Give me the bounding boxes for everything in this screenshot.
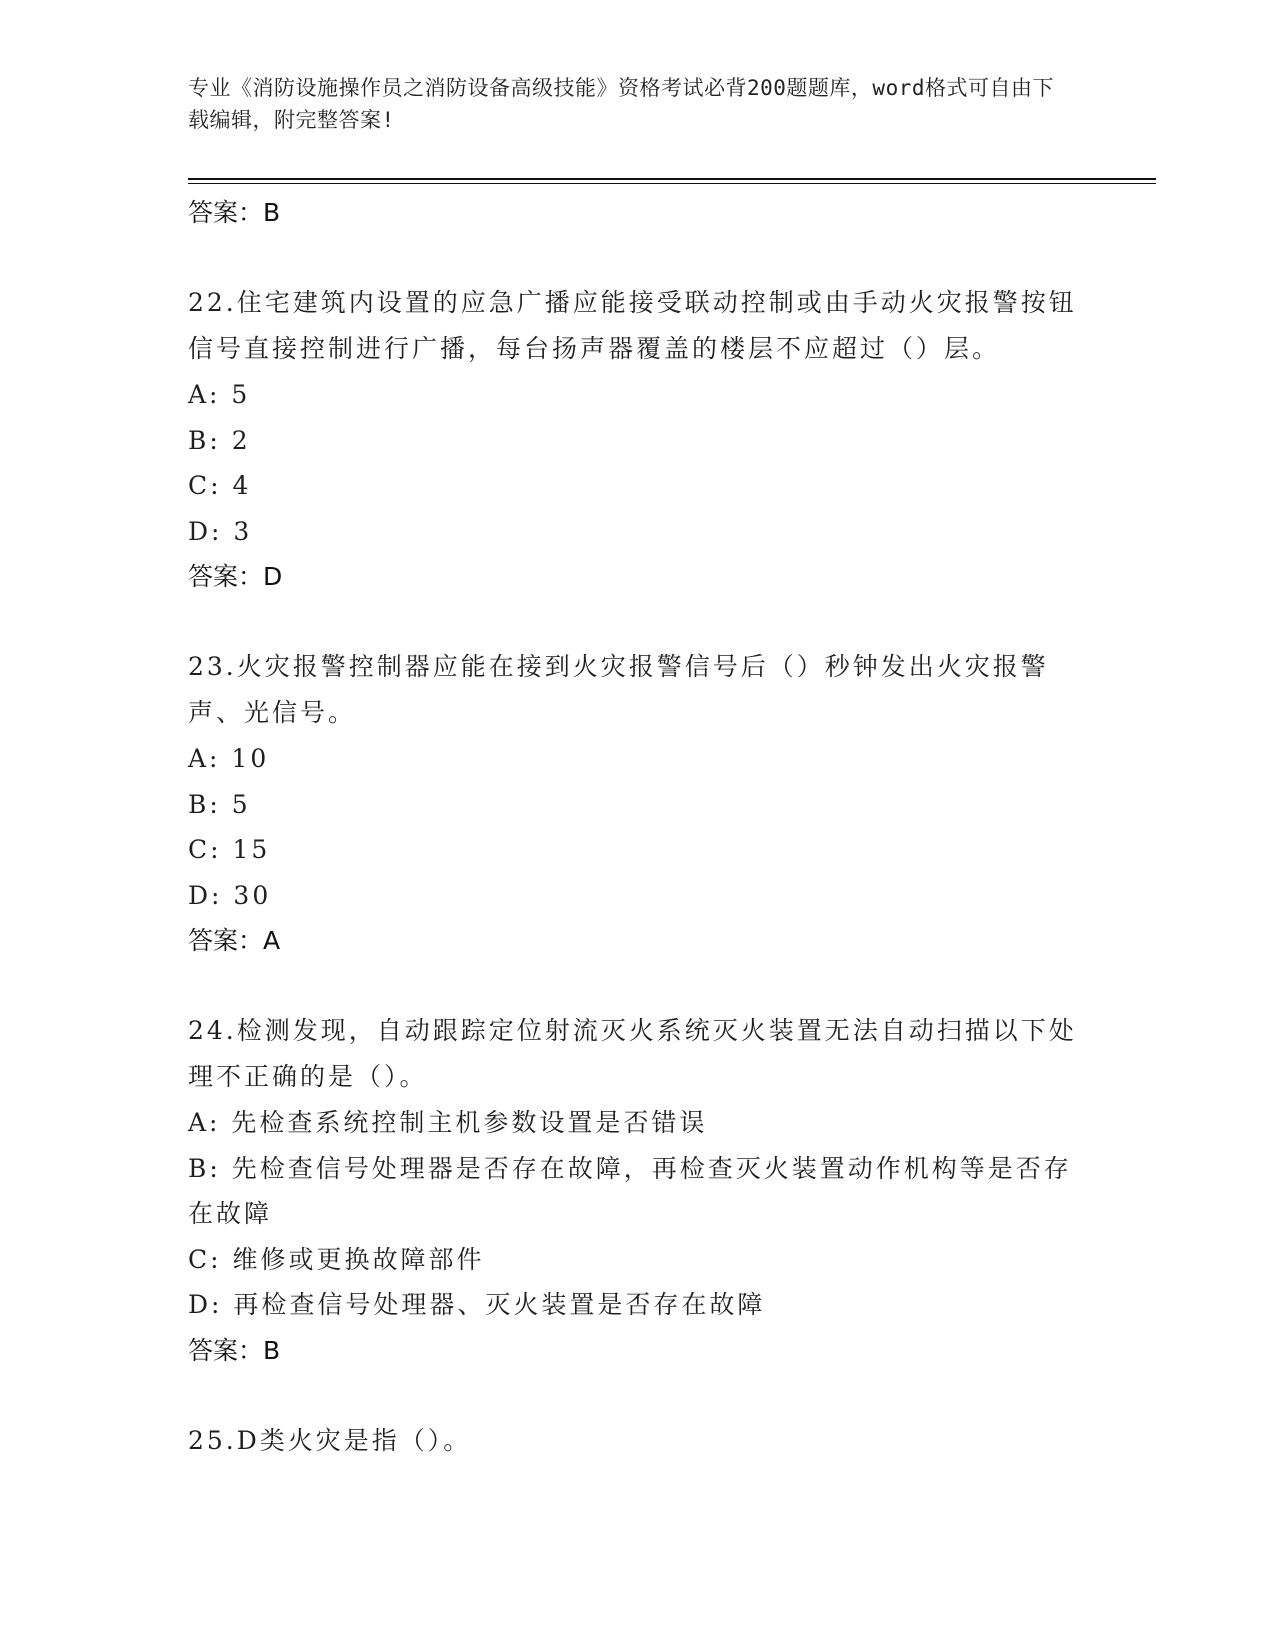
option-b: B: 5: [188, 789, 251, 819]
question-23: [188, 644, 1088, 964]
header-rule-thin: [188, 183, 1156, 184]
question-text: 22.住宅建筑内设置的应急广播应能接受联动控制或由手动火灾报警按钮信号直接控制进行广播，每台扬声器覆盖的楼层不应超过（）层。: [188, 288, 1077, 363]
question-text: 24.检测发现，自动跟踪定位射流灭火系统灭火装置无法自动扫描以下处理不正确的是（）。: [188, 1016, 1077, 1091]
option-d: D: 3: [188, 516, 253, 546]
question-24: [188, 1008, 1088, 1374]
option-c: C: 4: [188, 471, 252, 500]
option-a: A: 5: [188, 380, 251, 409]
option-d: D: 30: [188, 880, 272, 910]
question-25: [188, 1418, 1088, 1464]
option-d: D: 再检查信号处理器、灭火装置是否存在故障: [188, 1290, 766, 1319]
question-text: 25.D类火灾是指（）。: [188, 1425, 472, 1455]
option-b: B: 2: [188, 425, 251, 455]
option-c: C: 维修或更换故障部件: [188, 1244, 485, 1274]
option-a: A: 10: [188, 744, 270, 773]
question-22: [188, 280, 1088, 600]
answer-prev: 答案：B: [188, 198, 281, 227]
option-b: B: 先检查信号处理器是否存在故障，再检查灭火装置动作机构等是否存在故障: [188, 1153, 1072, 1228]
document-body: [188, 188, 1088, 1464]
option-c: C: 15: [188, 835, 271, 864]
document-header: 专业《消防设施操作员之消防设备高级技能》资格考试必背200题题库，word格式可自由下载编辑，附完整答案!: [188, 76, 1054, 132]
question-text: 23.火灾报警控制器应能在接到火灾报警信号后（）秒钟发出火灾报警声、光信号。: [188, 652, 1049, 727]
answer: 答案：B: [188, 1335, 281, 1365]
answer: 答案：A: [188, 926, 281, 955]
option-a: A: 先检查系统控制主机参数设置是否错误: [188, 1108, 708, 1137]
header-rule-thick: [188, 178, 1156, 180]
answer: 答案：D: [188, 562, 283, 591]
